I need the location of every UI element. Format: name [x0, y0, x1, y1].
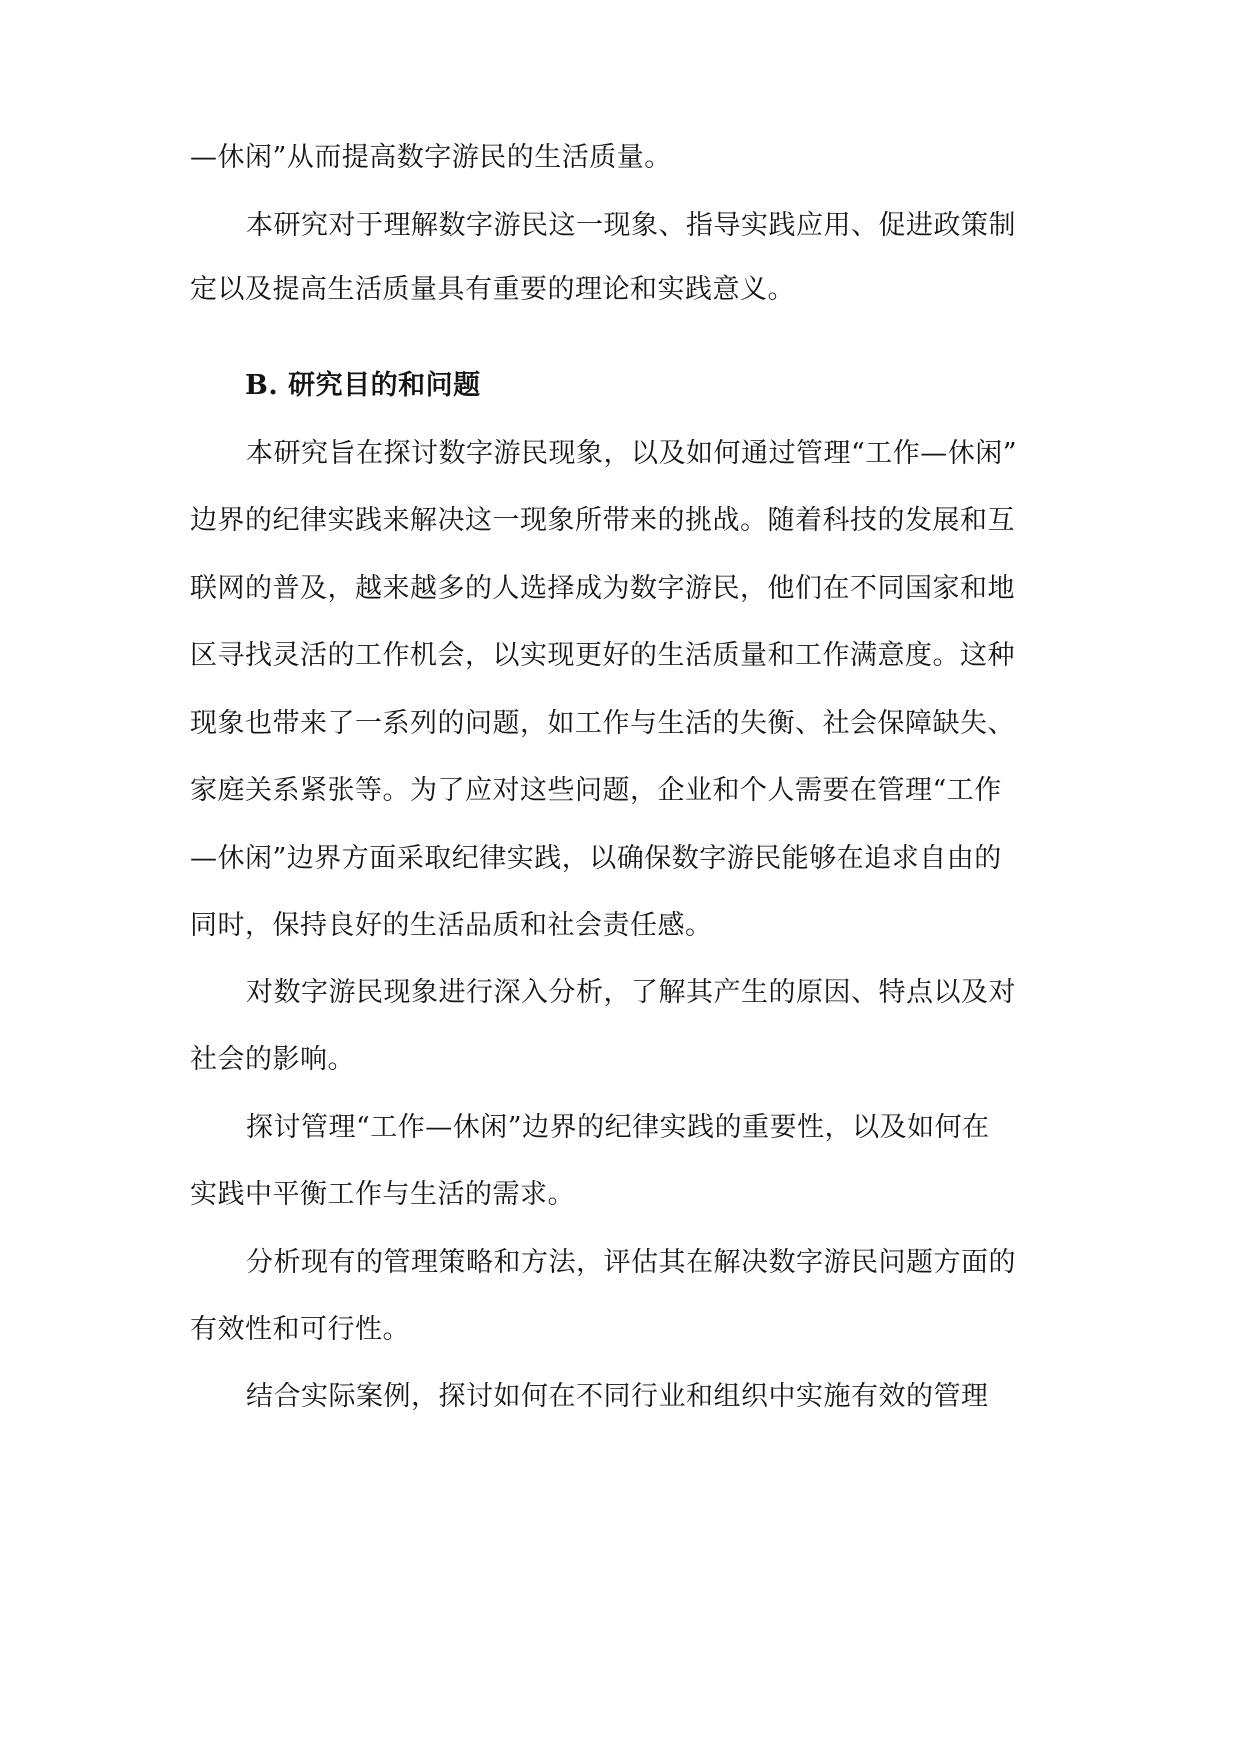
paragraph-3-line-2: 边界的纪律实践来解决这一现象所带来的挑战。随着科技的发展和互 [190, 505, 1015, 536]
paragraph-5-line-1: 探讨管理“工作—休闲”边界的纪律实践的重要性，以及如何在 [246, 1112, 990, 1143]
paragraph-3-line-7: —休闲”边界方面采取纪律实践，以确保数字游民能够在追求自由的 [190, 843, 1002, 874]
paragraph-2-line-1: 本研究对于理解数字游民这一现象、指导实践应用、促进政策制 [246, 210, 1016, 241]
paragraph-3-line-8: 同时，保持良好的生活品质和社会责任感。 [190, 910, 713, 941]
paragraph-4-line-2: 社会的影响。 [190, 1044, 355, 1075]
paragraph-1-line-1: —休闲”从而提高数字游民的生活质量。 [190, 142, 672, 173]
section-heading: B. 研究目的和问题 [245, 370, 481, 401]
paragraph-7-line-1: 结合实际案例，探讨如何在不同行业和组织中实施有效的管理 [246, 1381, 989, 1412]
paragraph-6-line-1: 分析现有的管理策略和方法，评估其在解决数字游民问题方面的 [246, 1247, 1016, 1278]
paragraph-2-line-2: 定以及提高生活质量具有重要的理论和实践意义。 [190, 274, 795, 305]
paragraph-5-line-2: 实践中平衡工作与生活的需求。 [190, 1179, 575, 1210]
paragraph-3-line-6: 家庭关系紧张等。为了应对这些问题，企业和个人需要在管理“工作 [190, 775, 1002, 806]
paragraph-4-line-1: 对数字游民现象进行深入分析，了解其产生的原因、特点以及对 [246, 977, 1016, 1008]
paragraph-3-line-5: 现象也带来了一系列的问题，如工作与生活的失衡、社会保障缺失、 [190, 708, 1015, 739]
paragraph-3-line-4: 区寻找灵活的工作机会，以实现更好的生活质量和工作满意度。这种 [190, 640, 1015, 671]
paragraph-3-line-1: 本研究旨在探讨数字游民现象，以及如何通过管理“工作—休闲” [246, 438, 1018, 469]
paragraph-6-line-2: 有效性和可行性。 [190, 1314, 410, 1345]
paragraph-3-line-3: 联网的普及，越来越多的人选择成为数字游民，他们在不同国家和地 [190, 573, 1015, 604]
